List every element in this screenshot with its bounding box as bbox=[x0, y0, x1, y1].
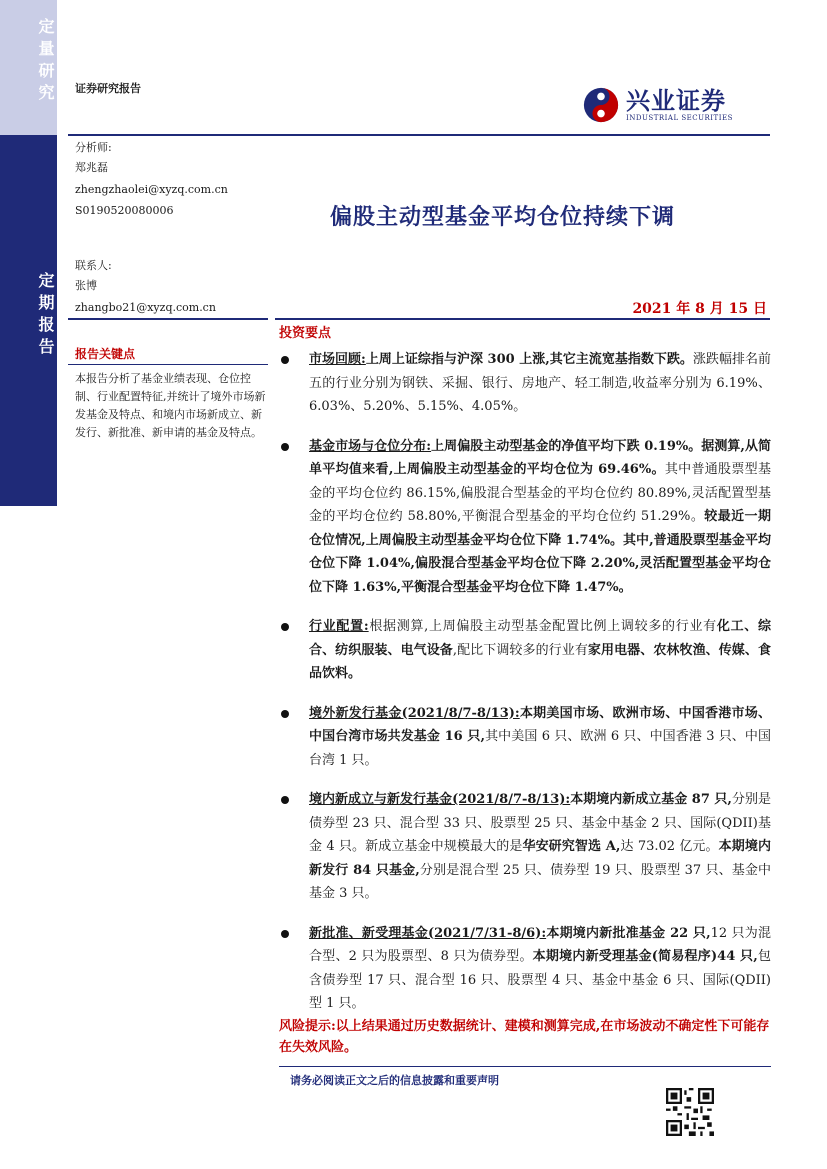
bullet-bold: 本期境内新成立基金 87 只, bbox=[570, 792, 732, 807]
bullet-key: 市场回顾: bbox=[309, 352, 366, 367]
bullet-key: 基金市场与仓位分布: bbox=[309, 438, 432, 454]
bullet-text: ,配比下调较多的行业有 bbox=[452, 642, 588, 658]
key-points-body: 本报告分析了基金业绩表现、仓位控制、行业配置特征,并统计了境外市场新发基金及特点、和境内市场新成立、新发行、新批准、新申请的基金及特点。 bbox=[75, 372, 266, 439]
footer-divider bbox=[279, 1066, 771, 1067]
bullet-bold: 较最近一期仓位情况,上周偏股主动型基金平均仓位下降 1.74%。其中,普通股票型基金平均仓位下降 1.04%,偏股混合型基金平均仓位下降 2.20%,灵活配置型基金平均仓位下降 1.63%,平衡混合型基金平均仓位下降 1.47%。 bbox=[309, 509, 771, 595]
bullet-key: 新批准、新受理基金(2021/7/31-8/6): bbox=[309, 925, 547, 941]
bullet-bold: 本期美国市场、欧洲市场、中国香港市场、中国台湾市场共发基金 16 只, bbox=[309, 705, 771, 744]
bullet-bold: 上周偏股主动型基金的净值平均下跌 0.19%。据测算,从简单平均值来看,上周偏股主动型基金的平均仓位为 69.46%。 bbox=[309, 438, 771, 477]
key-points-heading: 报告关键点 bbox=[75, 347, 136, 361]
contact-email[interactable]: zhangbo21@xyzq.com.cn bbox=[75, 301, 216, 314]
risk-warning: 风险提示:以上结果通过历史数据统计、建模和测算完成,在市场波动不确定性下可能存在失效风险。 bbox=[279, 1019, 770, 1055]
bullet-icon bbox=[281, 796, 289, 804]
bullet-bold: 本期境内新批准基金 22 只, bbox=[546, 925, 711, 941]
list-item bbox=[279, 348, 771, 419]
bullet-text: 根据测算,上周偏股主动型基金配置比例上调较多的行业有 bbox=[368, 619, 717, 634]
list-item bbox=[279, 702, 771, 773]
report-type: 证券研究报告 bbox=[75, 82, 141, 95]
logo-text-cn: 兴业证券 bbox=[626, 86, 726, 115]
bullet-text: 包含债券型 17 只、混合型 16 只、股票型 4 只、基金中基金 6 只、国际(QDII)型 1 只。 bbox=[309, 949, 771, 1011]
report-date: 2021 年 8 月 15 日 bbox=[632, 301, 767, 317]
key-points-divider bbox=[68, 364, 268, 365]
bullet-bold: 本期境内新发行 84 只基金, bbox=[309, 839, 772, 878]
bullet-icon bbox=[281, 443, 289, 451]
bullet-text: 达 73.02 亿元。 bbox=[620, 839, 719, 854]
analyst-email[interactable]: zhengzhaolei@xyzq.com.cn bbox=[75, 183, 228, 196]
highlights-list bbox=[279, 348, 771, 1032]
bullet-bold: 本期境内新受理基金(简易程序)44 只, bbox=[532, 949, 758, 964]
bullet-text: 12 只为混合型、2 只为股票型、8 只为债券型。 bbox=[309, 925, 771, 964]
list-item bbox=[279, 788, 771, 906]
bullet-icon bbox=[281, 623, 289, 631]
report-title: 偏股主动型基金平均仓位持续下调 bbox=[330, 204, 676, 230]
bullet-bold: 上周上证综指与沪深 300 上涨,其它主流宽基指数下跌。 bbox=[365, 352, 693, 367]
contact-label: 联系人: bbox=[75, 259, 112, 272]
analyst-name: 郑兆磊 bbox=[75, 161, 108, 174]
logo-text-en: INDUSTRIAL SECURITIES bbox=[626, 114, 733, 122]
bullet-bold: 化工、综合、纺织服装、电气设备 bbox=[309, 619, 771, 658]
bullet-icon bbox=[281, 930, 289, 938]
bullet-text: 分别是债券型 23 只、混合型 33 只、股票型 25 只、基金中基金 2 只、国际(QDII)基金 4 只。新成立基金中规模最大的是 bbox=[309, 792, 771, 854]
qr-code-icon bbox=[666, 1088, 714, 1136]
sidebar-top-label: 定量研究 bbox=[36, 18, 55, 106]
bullet-text: 其中美国 6 只、欧洲 6 只、中国香港 3 只、中国台湾 1 只。 bbox=[309, 729, 772, 768]
disclaimer-footer[interactable]: 请务必阅读正文之后的信息披露和重要声明 bbox=[290, 1074, 499, 1087]
company-logo bbox=[582, 86, 733, 124]
date-divider bbox=[275, 318, 770, 320]
side-divider bbox=[68, 318, 268, 320]
bullet-key: 行业配置: bbox=[309, 619, 369, 634]
bullet-text: 分别是混合型 25 只、债券型 19 只、股票型 37 只、基金中基金 3 只。 bbox=[309, 862, 772, 901]
list-item bbox=[279, 922, 771, 1016]
bullet-bold: 华安研究智选 A, bbox=[522, 839, 621, 854]
bullet-text: 其中普通股票型基金的平均仓位约 86.15%,偏股混合型基金的平均仓位约 80.89%,灵活配置型基金的平均仓位约 58.80%,平衡混合型基金的平均仓位约 51.29%。 bbox=[309, 462, 771, 524]
analyst-label: 分析师: bbox=[75, 141, 112, 154]
contact-name: 张博 bbox=[75, 279, 97, 292]
bullet-key: 境内新成立与新发行基金(2021/8/7-8/13): bbox=[309, 792, 571, 807]
logo-mark-icon bbox=[582, 86, 620, 124]
bullet-icon bbox=[281, 710, 289, 718]
bullet-bold: 家用电器、农林牧渔、传媒、食品饮料。 bbox=[309, 642, 771, 681]
analyst-cert: S0190520080006 bbox=[75, 204, 174, 217]
bullet-key: 境外新发行基金(2021/8/7-8/13): bbox=[309, 705, 520, 721]
sidebar-bottom-label: 定期报告 bbox=[36, 272, 55, 360]
list-item bbox=[279, 615, 771, 686]
investment-highlights-heading: 投资要点 bbox=[279, 326, 332, 341]
header-divider bbox=[68, 134, 770, 136]
bullet-icon bbox=[281, 356, 289, 364]
bullet-text: 涨跌幅排名前五的行业分别为钢铁、采掘、银行、房地产、轻工制造,收益率分别为 6.19%、6.03%、5.20%、5.15%、4.05%。 bbox=[309, 352, 771, 414]
list-item bbox=[279, 435, 771, 600]
